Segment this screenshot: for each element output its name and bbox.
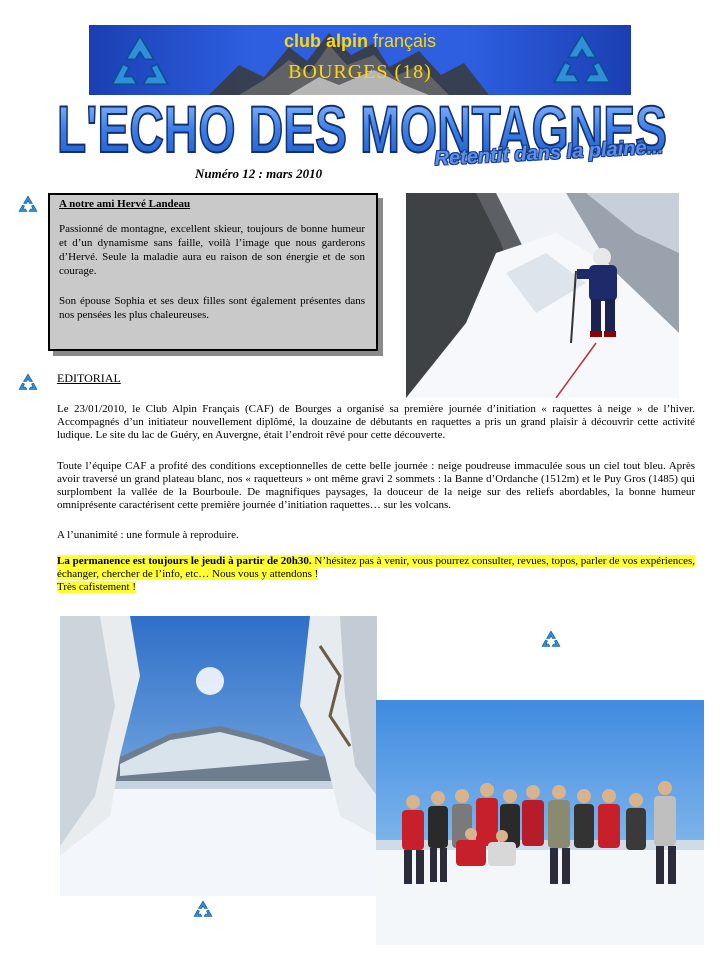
caf-bullet-icon — [541, 630, 561, 648]
frozen-lake-photo — [60, 616, 377, 896]
club-banner — [89, 25, 631, 95]
editorial-paragraph: A l’unanimité : une formule à reproduire. — [57, 529, 239, 541]
issue-number: Numéro 12 : mars 2010 — [195, 166, 323, 181]
club-city: BOURGES (18) — [288, 61, 432, 83]
masthead-title: L'ECHO DES MONTAGNES — [57, 94, 667, 164]
climber-photo — [406, 193, 679, 398]
tribute-paragraph: Passionné de montagne, excellent skieur, toujours de bonne humeur et d’un dynamisme sans faille, voilà l’image que nous garderons d’Hervé. Seule la maladie aura eu raison de son énergie et de son courage. — [59, 223, 365, 277]
permanence-highlight: La permanence est toujours le jeudi à partir de 20h30. — [57, 555, 312, 567]
group-snowshoers-photo — [376, 700, 704, 945]
caf-bullet-icon — [193, 900, 213, 918]
caf-bullet-icon — [18, 373, 38, 391]
tribute-title: A notre ami Hervé Landeau — [59, 198, 191, 210]
tribute-paragraph: Son épouse Sophia et ses deux filles sont également présentes dans nos pensées les plus chaleureuses. — [59, 295, 365, 321]
masthead-tagline: Retentit dans la plaine... — [434, 136, 664, 170]
club-name: club alpin français — [283, 31, 437, 51]
editorial-heading: EDITORIAL — [57, 371, 121, 385]
caf-bullet-icon — [18, 195, 38, 213]
editorial-paragraph: Toute l’équipe CAF a profité des conditions exceptionnelles de cette belle journée : neige poudreuse immaculée sous un ciel tout bleu. Après avoir traversé un grand plateau blanc, nos « raquetteurs » ont même gravi 2 sommets : la Banne d’Ordanche (1512m) et le Puy Gros (1485) qui surplombent la vallée de la Bourboule. De magnifiques paysages, la douceur de la neige sur des reliefs abordables, la bonne humeur omniprésente caractérisent cette première journée d’initiation raquettes… sur les volcans. — [57, 460, 695, 511]
signoff: Très cafistement ! — [57, 581, 137, 593]
permanence-notice — [57, 555, 695, 594]
permanence-details: N’hésitez pas à venir, vous pourrez consulter, revues, topos, parler de vos expériences, échanger, chercher de l’info, etc… Nous vous y attendons ! — [57, 555, 695, 580]
tribute-box — [48, 193, 378, 351]
editorial-paragraph: Le 23/01/2010, le Club Alpin Français (CAF) de Bourges a organisé sa première journée d’initiation « raquettes à neige » de l’hiver. Accompagnés d’un initiateur nouvellement diplômé, la douzaine de débutants en raquettes a pris un grand plaisir à découvrir cette activité ludique. Le site du lac de Guéry, en Auvergne, était l’endroit rêvé pour cette découverte. — [57, 403, 695, 441]
